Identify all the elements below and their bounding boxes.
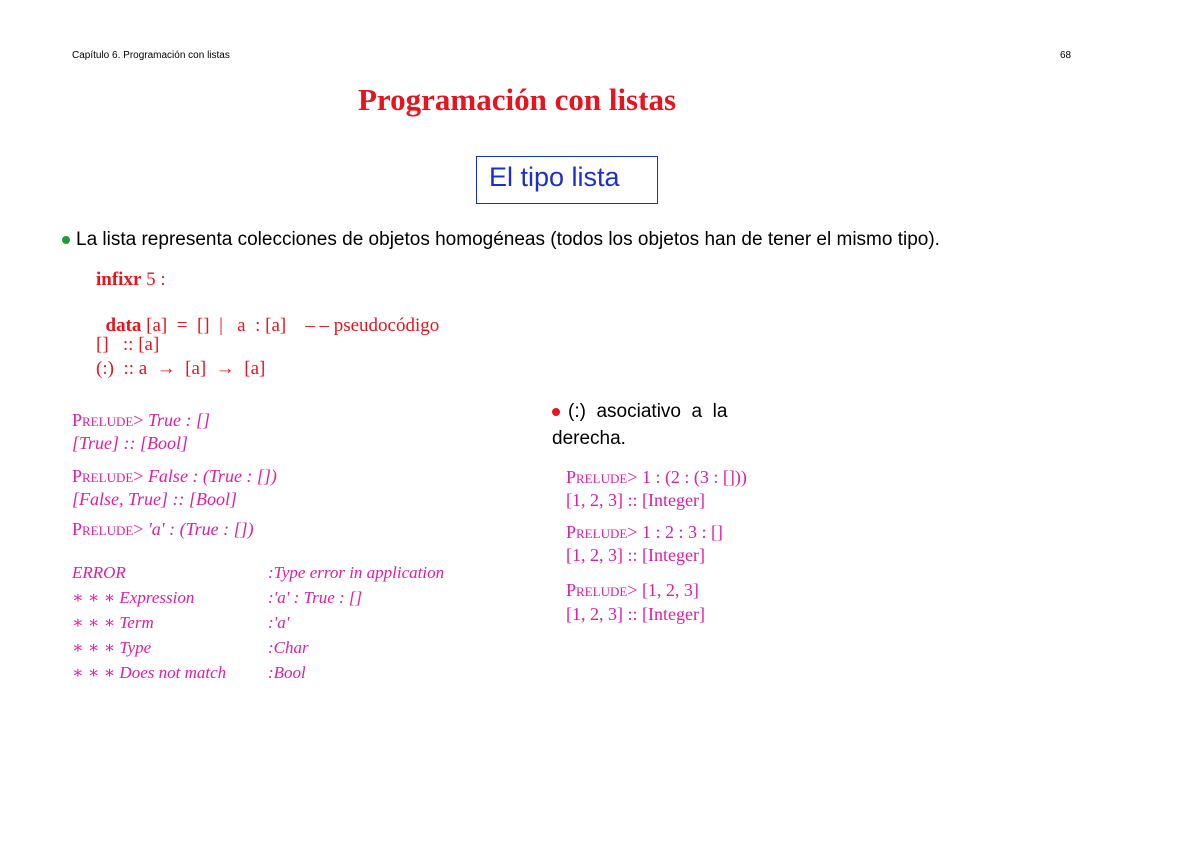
error-label-0: ERROR [72, 563, 126, 582]
prelude-line-2 [72, 466, 277, 487]
section-title: El tipo lista [489, 162, 620, 192]
code-line-2 [96, 293, 439, 337]
prelude-prompt: Prelude> [72, 410, 144, 430]
prelude-prompt: Prelude> [72, 519, 144, 539]
error-value-0: :Type error in application [268, 563, 445, 582]
error-label-4: ∗ ∗ ∗ Does not match [72, 663, 227, 682]
prelude-expr: 'a' : (True : []) [147, 519, 254, 539]
keyword-infixr: infixr [96, 269, 142, 290]
prelude-expr: 1 : 2 : 3 : [] [641, 522, 723, 542]
error-label-2: ∗ ∗ ∗ Term [72, 613, 154, 632]
right-result-1: [1, 2, 3] :: [Integer] [566, 490, 705, 510]
prelude-prompt: Prelude> [566, 467, 638, 487]
keyword-data: data [105, 315, 142, 336]
prelude-expr: False : (True : []) [147, 466, 277, 486]
prelude-expr: 1 : (2 : (3 : [])) [641, 467, 747, 487]
chapter-header: Capítulo 6. Programación con listas [72, 50, 230, 61]
bullet-icon [62, 236, 70, 244]
right-prelude-1 [566, 467, 747, 488]
error-value-3: :Char [268, 638, 309, 657]
error-value-4: :Bool [268, 663, 306, 682]
code-line-1-rest: 5 : [146, 269, 166, 290]
right-prelude-2 [566, 522, 723, 543]
error-value-1: :'a' : True : [] [268, 588, 363, 607]
error-label-3: ∗ ∗ ∗ Type [72, 638, 152, 657]
bullet-main [62, 229, 940, 251]
code-line-2-rest: [a] = [] | a : [a] – – pseudocódigo [146, 315, 440, 336]
prelude-expr: True : [] [147, 410, 210, 430]
bullet-main-text: La lista representa colecciones de objetos homogéneas (todos los objetos han de tener el mismo tipo). [76, 229, 940, 250]
page-title: Programación con listas [358, 82, 677, 117]
code-line-4: (:) :: a → [a] → [a] [96, 358, 266, 379]
prelude-prompt: Prelude> [72, 466, 144, 486]
right-prelude-3 [566, 580, 699, 601]
error-label-1: ∗ ∗ ∗ Expression [72, 588, 195, 607]
prelude-line-1 [72, 410, 210, 431]
prelude-result-2: [False, True] :: [Bool] [72, 489, 238, 509]
bullet-icon [552, 408, 560, 416]
prelude-prompt: Prelude> [566, 522, 638, 542]
right-bullet-cont: derecha. [552, 428, 626, 449]
error-value-2: :'a' [268, 613, 290, 632]
right-bullet [552, 401, 727, 423]
right-result-3: [1, 2, 3] :: [Integer] [566, 604, 705, 624]
page-number: 68 [1060, 50, 1072, 61]
prelude-prompt: Prelude> [566, 580, 638, 600]
prelude-result-1: [True] :: [Bool] [72, 433, 189, 453]
right-result-2: [1, 2, 3] :: [Integer] [566, 545, 705, 565]
right-bullet-text: (:) asociativo a la [568, 401, 728, 422]
prelude-expr: [1, 2, 3] [641, 580, 699, 600]
code-line-1 [96, 269, 166, 291]
code-line-3: [] :: [a] [96, 334, 160, 355]
prelude-line-3 [72, 519, 254, 540]
